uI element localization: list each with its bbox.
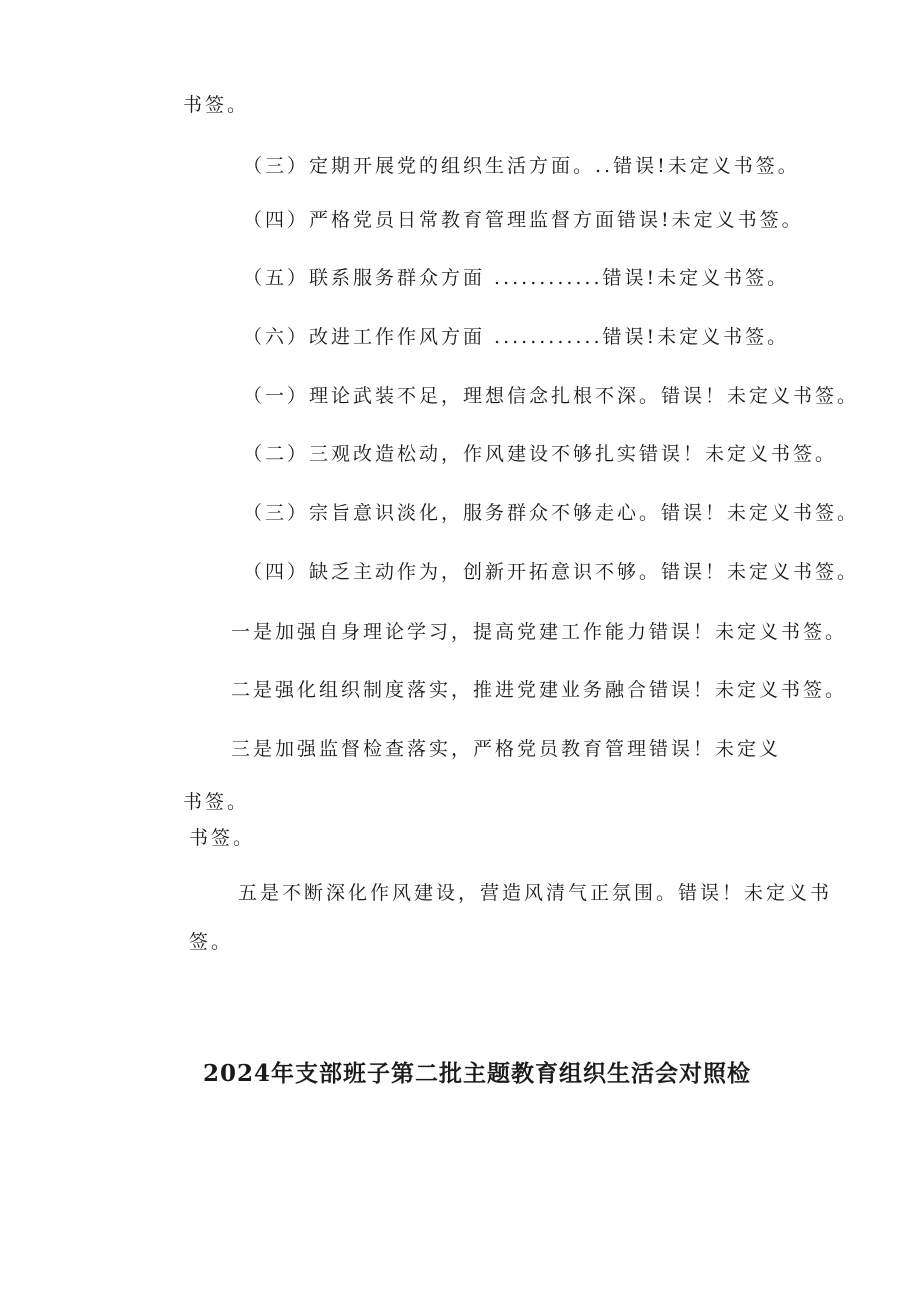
text-line: 书签。: [189, 827, 256, 849]
text-line: 三是加强监督检查落实，严格党员教育管理错误！未定义: [231, 738, 782, 760]
text-line: （四）严格党员日常教育管理监督方面错误!未定义书签。: [243, 209, 804, 231]
text-line: （六）改进工作作风方面 ............错误!未定义书签。: [243, 326, 790, 348]
text-line: 书签。: [183, 94, 250, 116]
text-line: 二是强化组织制度落实，推进党建业务融合错误！未定义书签。: [231, 679, 848, 701]
text-line: 签。: [189, 931, 234, 953]
text-line: （三）定期开展党的组织生活方面。..错误!未定义书签。: [243, 155, 800, 177]
text-line: （五）联系服务群众方面 ............错误!未定义书签。: [243, 267, 790, 289]
text-line: （二）三观改造松动，作风建设不够扎实错误！未定义书签。: [243, 443, 838, 465]
document-title: 2024年支部班子第二批主题教育组织生活会对照检: [203, 1060, 752, 1087]
text-line: 书签。: [183, 791, 250, 813]
text-line: 一是加强自身理论学习，提高党建工作能力错误！未定义书签。: [231, 621, 848, 643]
text-line: （三）宗旨意识淡化，服务群众不够走心。错误！未定义书签。: [243, 502, 860, 524]
text-line: （四）缺乏主动作为，创新开拓意识不够。错误！未定义书签。: [243, 561, 860, 583]
text-line: （一）理论武装不足，理想信念扎根不深。错误！未定义书签。: [243, 385, 860, 407]
text-line: 五是不断深化作风建设，营造风清气正氛围。错误！未定义书: [238, 882, 833, 904]
